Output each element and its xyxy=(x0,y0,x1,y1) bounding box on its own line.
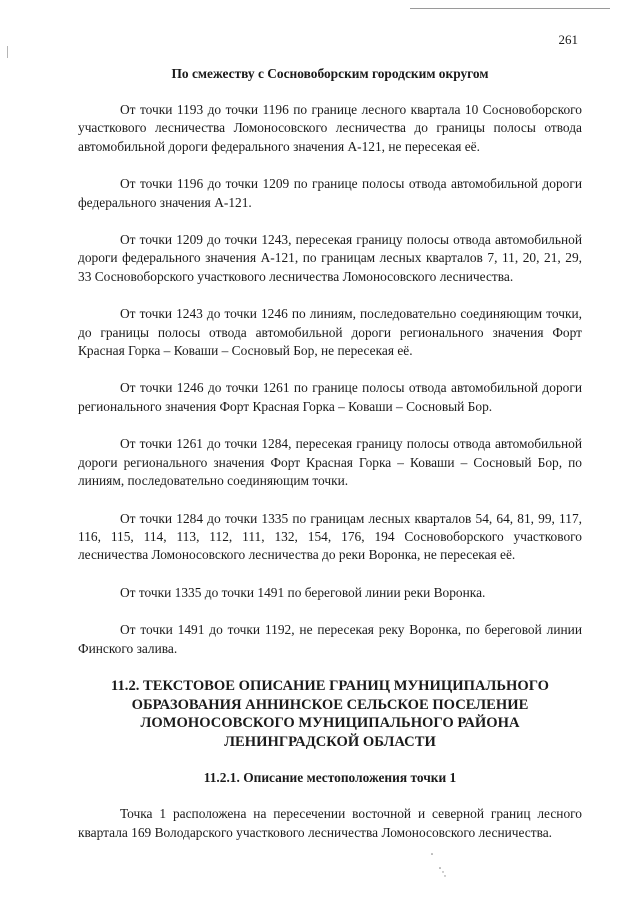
paragraph-1209-1243: От точки 1209 до точки 1243, пересекая границу полосы отвода автомобильной дороги федерального значения А-121, по границам лесных кварталов 7, 11, 20, 21, 29, 33 Сосновоборского участкового лесничества Ломоносовского лесничества. xyxy=(78,232,582,284)
section-title-line: 11.2. ТЕКСТОВОЕ ОПИСАНИЕ ГРАНИЦ МУНИЦИПАЛЬНОГО xyxy=(111,677,549,694)
paragraph-1284-1335: От точки 1284 до точки 1335 по границам лесных кварталов 54, 64, 81, 99, 117, 116, 115, 114, 113, 112, 111, 132, 154, 176, 194 Сосновоборского участкового лесничества Ломоносовского лесничества до реки Воронка, не пересекая её. xyxy=(78,510,582,563)
section-title-line: ЛОМОНОСОВСКОГО МУНИЦИПАЛЬНОГО РАЙОНА xyxy=(140,715,520,732)
section-title xyxy=(78,677,582,751)
paragraph-1196-1209: От точки 1196 до точки 1209 по границе полосы отвода автомобильной дороги федерального значения А-121. xyxy=(78,176,582,210)
document-body xyxy=(78,66,582,861)
paragraph-1335-1491: От точки 1335 до точки 1491 по береговой линии реки Воронка. xyxy=(120,584,486,600)
paragraph-1261-1284: От точки 1261 до точки 1284, пересекая границу полосы отвода автомобильной дороги регионального значения Форт Красная Горка – Коваши – Сосновый Бор, по линиям, последовательно соединяющим точки. xyxy=(78,436,582,489)
paragraph-point-1: Точка 1 расположена на пересечении восточной и северной границ лесного квартала 169 Володарского участкового лесничества Ломоносовского лесничества. xyxy=(78,806,582,840)
page-number: 261 xyxy=(558,32,578,47)
scan-artifact-line xyxy=(410,8,610,9)
paragraph-1243-1246: От точки 1243 до точки 1246 по линиям, последовательно соединяющим точки, до границы полосы отвода автомобильной дороги регионального значения Форт Красная Горка – Коваши – Сосновый Бор, не пересекая её. xyxy=(78,306,582,359)
section-title-line: ЛЕНИНГРАДСКОЙ ОБЛАСТИ xyxy=(224,733,436,750)
scan-artifact-mark xyxy=(7,46,8,58)
paragraph-1193-1196: От точки 1193 до точки 1196 по границе лесного квартала 10 Сосновоборского участкового лесничества Ломоносовского лесничества до границы полосы отвода автомобильной дороги федерального значения А-121, не пересекая её. xyxy=(78,102,582,154)
paragraph-1491-1192: От точки 1491 до точки 1192, не пересекая реку Воронка, по береговой линии Финского залива. xyxy=(78,622,582,656)
boundary-heading: По смежеству с Сосновоборским городским округом xyxy=(171,66,489,81)
subsection-title: 11.2.1. Описание местоположения точки 1 xyxy=(203,770,457,786)
paragraph-1246-1261: От точки 1246 до точки 1261 по границе полосы отвода автомобильной дороги регионального значения Форт Красная Горка – Коваши – Сосновый Бор. xyxy=(78,380,582,414)
scan-speck-marks xyxy=(426,848,456,888)
section-title-line: ОБРАЗОВАНИЯ АННИНСКОЕ СЕЛЬСКОЕ ПОСЕЛЕНИЕ xyxy=(131,696,529,713)
